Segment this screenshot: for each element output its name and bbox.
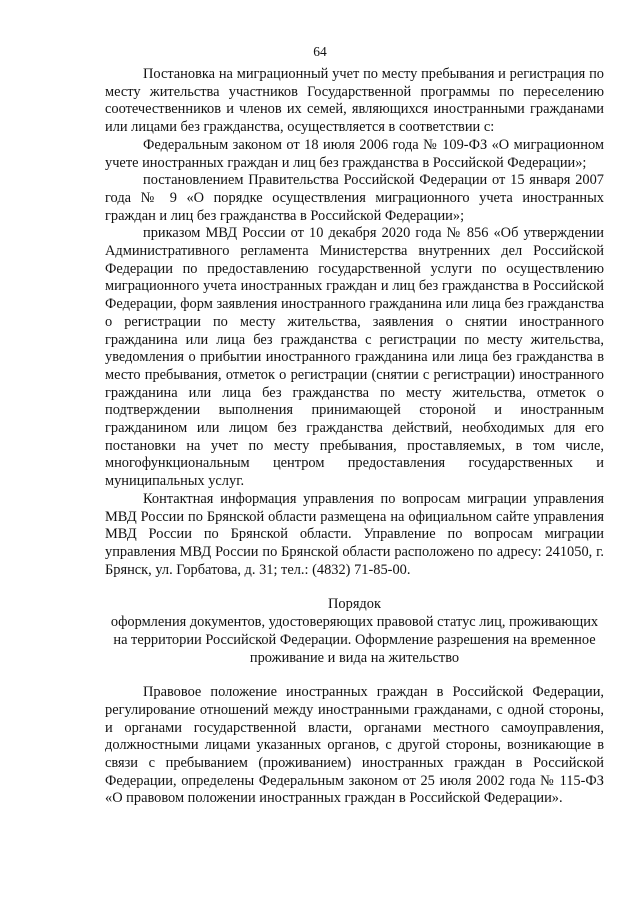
section-heading-subtitle: оформления документов, удостоверяющих правовой статус лиц, проживающих на территории Российской Федерации. Оформление разрешения на временное проживание и вида на жительство [110,614,599,666]
section-heading-title: Порядок [328,596,381,613]
paragraph-federal-law-109: Федеральным законом от 18 июля 2006 года № 109-ФЗ «О миграционном учете иностранных граждан и лиц без гражданства в Российской Федерации»; [105,136,604,171]
paragraph-registration-intro: Постановка на миграционный учет по месту пребывания и регистрация по месту жительства участников Государственной программы по переселению соотечественников и членов их семей, являющихся иностранными гражданами или лицами без гражданства, осуществляется в соответствии с: [105,66,604,136]
paragraph-legal-status: Правовое положение иностранных граждан в Российской Федерации, регулирование отношений между иностранными гражданами, с одной стороны, и органами государственной власти, органами местного самоуправления, должностными лицами указанных органов, с другой стороны, возникающие в связи с пребыванием (проживанием) иностранных граждан в Российской Федерации, определены Федеральным законом от 25 июля 2002 года № 115-ФЗ «О правовом положении иностранных граждан в Российской Федерации». [105,684,604,807]
document-body [105,66,604,808]
paragraph-contact-info: Контактная информация управления по вопросам миграции управления МВД России по Брянской области размещена на официальном сайте управления МВД России по Брянской области. Управление по вопросам миграции управления МВД России по Брянской области расположено по адресу: 241050, г. Брянск, ул. Горбатова, д. 31; тел.: (4832) 71-85-00. [105,490,604,578]
section-heading [105,596,604,667]
page-number: 64 [313,44,327,59]
paragraph-government-decree-9: постановлением Правительства Российской Федерации от 15 января 2007 года № 9 «О порядке осуществления миграционного учета иностранных граждан и лиц без гражданства в Российской Федерации»; [105,172,604,224]
paragraph-mvd-order-856: приказом МВД России от 10 декабря 2020 года № 856 «Об утверждении Административного регламента Министерства внутренних дел Российской Федерации по предоставлению государственной услуги по осуществлению миграционного учета иностранных граждан и лиц без гражданства в Российской Федерации, форм заявления иностранного гражданина или лица без гражданства о регистрации по месту жительства, заявления о снятии иностранного гражданина или лица без гражданства с регистрации по месту жительства, уведомления о прибытии иностранного гражданина или лица без гражданства в место пребывания, отметок о регистрации (снятии с регистрации) иностранного гражданина или лица без гражданства по месту жительства, отметок о подтверждении выполнения принимающей стороной и иностранным гражданином или лицом без гражданства действий, необходимых для его постановки на учет по месту пребывания, проставляемых, в том числе, многофункциональным центром предоставления государственных и муниципальных услуг. [105,225,604,490]
